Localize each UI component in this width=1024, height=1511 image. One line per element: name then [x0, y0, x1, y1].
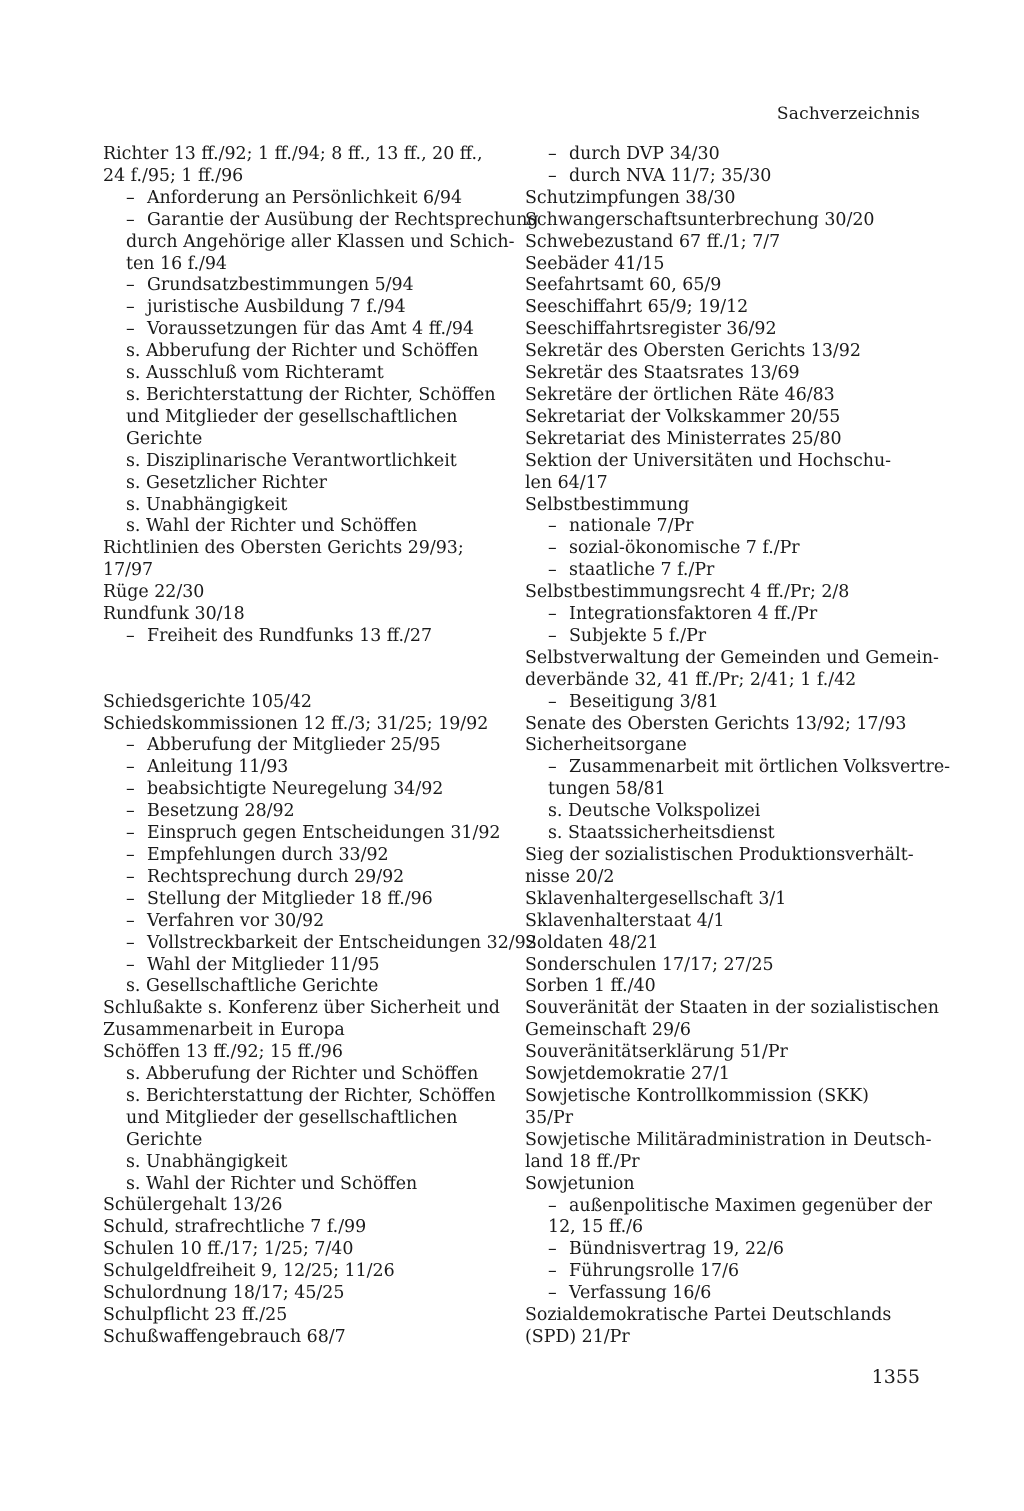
entry-line: Schöffen 13 ff./92; 15 ff./96 — [103, 1042, 343, 1063]
index-crossref — [103, 1174, 503, 1196]
index-subentry — [103, 297, 503, 319]
index-entry — [103, 144, 503, 188]
entry-line: ten 16 f./94 — [126, 253, 227, 274]
dash-marker: – — [548, 625, 557, 646]
entry-line: Schutzimpfungen 38/30 — [525, 187, 736, 208]
entry-line: Schulgeldfreiheit 9, 12/25; 11/26 — [103, 1261, 395, 1282]
index-crossref — [525, 801, 925, 823]
entry-line: Sklavenhalterstaat 4/1 — [525, 910, 725, 931]
entry-line-wrap — [548, 538, 925, 560]
entry-line: deverbände 32, 41 ff./Pr; 2/41; 1 f./42 — [525, 669, 857, 690]
dash-marker: – — [126, 801, 135, 822]
index-entry — [525, 955, 925, 977]
entry-line: Seeschiffahrtsregister 36/92 — [525, 319, 777, 340]
dash-marker: – — [126, 954, 135, 975]
entry-line: 12, 15 ff./6 — [548, 1217, 644, 1238]
entry-line: Gerichte — [126, 1129, 203, 1150]
entry-text: Zusammenarbeit mit örtlichen Volksvertre- — [569, 757, 951, 778]
index-crossref — [103, 363, 503, 385]
index-column-left — [103, 144, 539, 1349]
entry-text: Anforderung an Persönlichkeit 6/94 — [147, 187, 463, 208]
entry-line: s. Berichterstattung der Richter, Schöffen — [126, 1085, 496, 1106]
index-entry — [103, 1261, 503, 1283]
entry-line: Sowjetische Kontrollkommission (SKK) — [525, 1085, 869, 1106]
index-entry — [525, 933, 925, 955]
entry-line-wrap — [126, 866, 503, 889]
index-subentry — [103, 735, 503, 757]
index-subentry — [525, 166, 925, 188]
index-entry — [525, 582, 925, 604]
entry-line: Selbstverwaltung der Gemeinden und Gemein- — [525, 647, 939, 668]
entry-text: Vollstreckbarkeit der Entscheidungen 32/92 — [147, 932, 537, 953]
entry-line: Zusammenarbeit in Europa — [103, 1020, 345, 1041]
index-subentry — [103, 889, 503, 911]
entry-line: Sicherheitsorgane — [525, 735, 687, 756]
index-subentry — [525, 538, 925, 560]
index-entry — [525, 911, 925, 933]
entry-line-wrap — [548, 691, 925, 714]
entry-line: Sekretariat der Volkskammer 20/55 — [525, 406, 841, 427]
index-subentry — [525, 1261, 925, 1283]
index-entry — [103, 1283, 503, 1305]
index-entry — [525, 429, 925, 451]
index-entry — [525, 735, 925, 757]
entry-line-wrap — [548, 625, 925, 648]
entry-line: 17/97 — [103, 560, 154, 581]
entry-text: staatliche 7 f./Pr — [569, 560, 715, 581]
entry-text: Einspruch gegen Entscheidungen 31/92 — [147, 823, 501, 844]
entry-line: Richtlinien des Obersten Gerichts 29/93; — [103, 538, 464, 559]
entry-line: Sekretariat des Ministerrates 25/80 — [525, 428, 842, 449]
dash-marker: – — [126, 866, 135, 887]
entry-line: Senate des Obersten Gerichts 13/92; 17/93 — [525, 713, 907, 734]
dash-marker: – — [548, 538, 557, 559]
entry-line: Selbstbestimmungsrecht 4 ff./Pr; 2/8 — [525, 582, 850, 603]
index-subentry — [103, 932, 537, 955]
entry-line-wrap — [126, 735, 503, 757]
entry-line: Soldaten 48/21 — [525, 932, 659, 953]
entry-line: s. Ausschluß vom Richteramt — [126, 363, 384, 384]
index-subentry — [103, 319, 503, 341]
index-entry — [525, 1305, 925, 1349]
index-subentry — [525, 626, 925, 648]
entry-line-wrap — [548, 516, 925, 538]
index-crossref — [103, 451, 503, 473]
index-entry — [525, 210, 925, 232]
index-subentry — [525, 1283, 925, 1305]
entry-line: s. Unabhängigkeit — [126, 1151, 288, 1172]
entry-line: Rüge 22/30 — [103, 582, 205, 603]
index-crossref — [103, 1152, 503, 1174]
entry-line-wrap — [126, 888, 503, 911]
entry-line: Sowjetische Militäradministration in Deutsch- — [525, 1129, 932, 1150]
entry-line-wrap — [126, 844, 503, 867]
dash-marker: – — [126, 888, 135, 909]
index-entry — [103, 538, 503, 582]
index-subentry — [103, 845, 503, 867]
index-subentry — [103, 275, 503, 297]
entry-line: Schwebezustand 67 ff./1; 7/7 — [525, 231, 781, 252]
entry-line-wrap — [126, 757, 503, 779]
entry-line-wrap — [126, 954, 503, 977]
entry-line: Schülergehalt 13/26 — [103, 1195, 283, 1216]
entry-line-wrap — [126, 823, 503, 845]
index-entry — [103, 604, 503, 626]
index-entry — [525, 451, 925, 495]
entry-text: durch DVP 34/30 — [569, 144, 720, 164]
index-entry — [103, 1327, 503, 1349]
dash-marker: – — [548, 1195, 557, 1216]
entry-text: beabsichtigte Neuregelung 34/92 — [147, 779, 444, 800]
entry-line: Schulpflicht 23 ff./25 — [103, 1305, 288, 1326]
entry-line: s. Deutsche Volkspolizei — [548, 801, 761, 822]
dash-marker: – — [126, 823, 135, 844]
index-entry — [103, 998, 503, 1042]
index-entry — [525, 495, 925, 517]
entry-line: Sieg der sozialistischen Produktionsverhält- — [525, 845, 914, 865]
entry-line: Gemeinschaft 29/6 — [525, 1020, 691, 1041]
index-crossref — [103, 1086, 503, 1152]
entry-line: Sekretäre der örtlichen Räte 46/83 — [525, 384, 835, 405]
entry-line: Sklavenhaltergesellschaft 3/1 — [525, 888, 787, 909]
entry-line: nisse 20/2 — [525, 866, 615, 887]
index-entry — [525, 254, 925, 276]
entry-line-wrap — [126, 297, 503, 319]
index-entry — [525, 407, 925, 429]
index-subentry — [525, 1195, 932, 1240]
entry-line: tungen 58/81 — [548, 779, 666, 800]
entry-text: Grundsatzbestimmungen 5/94 — [147, 275, 414, 296]
index-subentry — [525, 692, 925, 714]
entry-line: Sowjetdemokratie 27/1 — [525, 1064, 730, 1085]
entry-line: Selbstbestimmung — [525, 494, 690, 515]
entry-line-wrap — [126, 932, 537, 955]
entry-text: Voraussetzungen für das Amt 4 ff./94 — [147, 319, 474, 340]
index-crossref — [103, 473, 503, 495]
entry-text: Garantie der Ausübung der Rechtsprechung — [147, 209, 539, 230]
index-entry — [525, 1064, 925, 1086]
entry-text: Rechtsprechung durch 29/92 — [147, 866, 405, 887]
dash-marker: – — [548, 757, 557, 778]
entry-line: len 64/17 — [525, 472, 608, 493]
index-entry — [103, 1195, 503, 1217]
entry-text: juristische Ausbildung 7 f./94 — [147, 297, 406, 318]
entry-line: s. Gesetzlicher Richter — [126, 472, 327, 493]
index-entry — [525, 1174, 925, 1196]
index-subentry — [525, 757, 951, 801]
entry-line: Sozialdemokratische Partei Deutschlands — [525, 1305, 892, 1326]
entry-line: s. Disziplinarische Verantwortlichkeit — [126, 450, 457, 471]
entry-line: s. Unabhängigkeit — [126, 494, 288, 515]
entry-line-wrap — [548, 1283, 925, 1305]
dash-marker: – — [548, 516, 557, 537]
index-entry — [525, 188, 925, 210]
index-entry — [525, 976, 925, 998]
entry-line-wrap — [126, 209, 539, 232]
index-entry — [525, 363, 925, 385]
index-entry — [525, 889, 925, 911]
entry-line: Schiedskommissionen 12 ff./3; 31/25; 19/92 — [103, 713, 489, 734]
entry-line: s. Berichterstattung der Richter, Schöffen — [126, 384, 496, 405]
index-entry — [103, 1239, 503, 1261]
entry-text: Verfassung 16/6 — [569, 1283, 712, 1304]
entry-line: Seebäder 41/15 — [525, 253, 665, 274]
entry-line-wrap — [548, 604, 925, 626]
index-crossref — [103, 1064, 503, 1086]
entry-line: Sekretär des Obersten Gerichts 13/92 — [525, 341, 861, 362]
index-entry — [525, 319, 925, 341]
index-subentry — [103, 626, 503, 648]
index-entry — [525, 1129, 932, 1174]
entry-line: Rundfunk 30/18 — [103, 604, 245, 625]
index-entry — [525, 232, 925, 254]
entry-line-wrap — [548, 1261, 925, 1283]
index-entry — [525, 1086, 925, 1130]
index-column-right — [525, 144, 951, 1349]
dash-marker: – — [126, 187, 135, 208]
index-subentry — [525, 144, 925, 166]
entry-line: Schulordnung 18/17; 45/25 — [103, 1283, 345, 1304]
index-subentry — [525, 1239, 925, 1261]
dash-marker: – — [126, 625, 135, 646]
dash-marker: – — [126, 735, 135, 756]
index-subentry — [103, 188, 503, 210]
entry-line: Sorben 1 ff./40 — [525, 976, 656, 997]
entry-text: nationale 7/Pr — [569, 516, 694, 537]
index-subentry — [103, 209, 539, 276]
entry-line: Schulen 10 ff./17; 1/25; 7/40 — [103, 1239, 354, 1260]
entry-line: und Mitglieder der gesellschaftlichen — [126, 406, 458, 427]
running-header: Sachverzeichnis — [776, 104, 920, 124]
entry-line-wrap — [548, 1239, 925, 1261]
entry-text: Integrationsfaktoren 4 ff./Pr — [569, 604, 818, 625]
entry-line: Gerichte — [126, 428, 203, 449]
entry-line: Sektion der Universitäten und Hochschu- — [525, 450, 892, 471]
entry-line-wrap — [126, 625, 503, 648]
entry-line-wrap — [548, 144, 925, 166]
dash-marker: – — [126, 209, 135, 230]
entry-line-wrap — [548, 165, 925, 188]
dash-marker: – — [126, 297, 135, 318]
entry-line-wrap — [548, 560, 925, 582]
index-entry — [525, 341, 925, 363]
index-entry — [525, 385, 925, 407]
dash-marker: – — [548, 165, 557, 186]
entry-line: Sekretär des Staatsrates 13/69 — [525, 363, 800, 384]
dash-marker: – — [126, 275, 135, 296]
index-crossref — [103, 976, 503, 998]
dash-marker: – — [126, 932, 135, 953]
index-subentry — [103, 801, 503, 823]
entry-line: s. Abberufung der Richter und Schöffen — [126, 341, 479, 362]
entry-line-wrap — [126, 275, 503, 297]
entry-text: Führungsrolle 17/6 — [569, 1261, 740, 1282]
entry-line-wrap — [126, 319, 503, 341]
entry-line-wrap — [548, 1195, 932, 1218]
entry-line: s. Wahl der Richter und Schöffen — [126, 516, 418, 537]
index-crossref — [525, 823, 925, 845]
entry-line: s. Gesellschaftliche Gerichte — [126, 976, 379, 997]
entry-line: Schlußakte s. Konferenz über Sicherheit und — [103, 998, 500, 1019]
dash-marker: – — [548, 604, 557, 625]
entry-line: Seeschiffahrt 65/9; 19/12 — [525, 297, 749, 318]
index-crossref — [103, 385, 503, 451]
entry-text: Freiheit des Rundfunks 13 ff./27 — [147, 625, 433, 646]
entry-text: Wahl der Mitglieder 11/95 — [147, 954, 380, 975]
entry-text: Beseitigung 3/81 — [569, 691, 719, 712]
entry-line: 24 f./95; 1 ff./96 — [103, 165, 244, 186]
index-subentry — [103, 867, 503, 889]
entry-line: Schuld, strafrechtliche 7 f./99 — [103, 1217, 367, 1238]
index-subentry — [103, 911, 503, 933]
entry-text: durch NVA 11/7; 35/30 — [569, 165, 772, 186]
entry-line: Richter 13 ff./92; 1 ff./94; 8 ff., 13 ff., 20 ff., — [103, 144, 483, 164]
dash-marker: – — [548, 691, 557, 712]
dash-marker: – — [126, 779, 135, 800]
index-entry — [103, 692, 503, 714]
entry-text: Stellung der Mitglieder 18 ff./96 — [147, 888, 433, 909]
index-subentry — [525, 516, 925, 538]
entry-line-wrap — [548, 757, 951, 779]
dash-marker: – — [126, 844, 135, 865]
entry-line: 35/Pr — [525, 1107, 574, 1128]
index-subentry — [103, 779, 503, 801]
entry-text: Besetzung 28/92 — [147, 801, 295, 822]
index-entry — [525, 647, 939, 692]
entry-line: Seefahrtsamt 60, 65/9 — [525, 275, 722, 296]
dash-marker: – — [548, 144, 557, 164]
entry-line: und Mitglieder der gesellschaftlichen — [126, 1107, 458, 1128]
entry-text: Abberufung der Mitglieder 25/95 — [147, 735, 441, 756]
index-entry — [103, 1305, 503, 1327]
entry-line-wrap — [126, 779, 503, 801]
entry-line-wrap — [126, 187, 503, 210]
entry-line: Schwangerschaftsunterbrechung 30/20 — [525, 209, 875, 230]
index-entry — [525, 297, 925, 319]
entry-line: Sowjetunion — [525, 1173, 635, 1194]
dash-marker: – — [126, 319, 135, 340]
index-entry — [525, 998, 939, 1042]
index-entry — [525, 845, 925, 889]
entry-line-wrap — [126, 910, 503, 933]
entry-line-wrap — [126, 801, 503, 823]
index-crossref — [103, 516, 503, 538]
entry-text: Subjekte 5 f./Pr — [569, 625, 707, 646]
dash-marker: – — [548, 560, 557, 581]
dash-marker: – — [126, 757, 135, 778]
index-crossref — [103, 495, 503, 517]
entry-line: Schiedsgerichte 105/42 — [103, 691, 312, 712]
entry-text: Empfehlungen durch 33/92 — [147, 844, 389, 865]
entry-line: Souveränität der Staaten in der sozialistischen — [525, 998, 939, 1019]
entry-text: sozial-ökonomische 7 f./Pr — [569, 538, 800, 559]
entry-line: Sonderschulen 17/17; 27/25 — [525, 954, 774, 975]
index-subentry — [103, 955, 503, 977]
dash-marker: – — [126, 910, 135, 931]
entry-line: land 18 ff./Pr — [525, 1151, 640, 1172]
entry-line: (SPD) 21/Pr — [525, 1326, 630, 1347]
entry-line: s. Wahl der Richter und Schöffen — [126, 1173, 418, 1194]
index-subentry — [103, 757, 503, 779]
entry-line: durch Angehörige aller Klassen und Schich- — [126, 231, 515, 252]
index-crossref — [103, 341, 503, 363]
index-entry — [103, 1217, 503, 1239]
dash-marker: – — [548, 1283, 557, 1304]
entry-line: Souveränitätserklärung 51/Pr — [525, 1042, 788, 1063]
dash-marker: – — [548, 1261, 557, 1282]
entry-line: Schußwaffengebrauch 68/7 — [103, 1326, 346, 1347]
index-entry — [525, 714, 925, 736]
entry-text: Bündnisvertrag 19, 22/6 — [569, 1239, 784, 1260]
index-entry — [525, 1042, 925, 1064]
index-entry — [103, 582, 503, 604]
entry-text: Verfahren vor 30/92 — [147, 910, 325, 931]
page-number: 1355 — [871, 1366, 920, 1388]
entry-text: Anleitung 11/93 — [147, 757, 289, 778]
entry-text: außenpolitische Maximen gegenüber der — [569, 1195, 932, 1216]
index-entry — [103, 714, 503, 736]
index-subentry — [525, 604, 925, 626]
entry-line: s. Staatssicherheitsdienst — [548, 823, 775, 844]
dash-marker: – — [548, 1239, 557, 1260]
index-entry — [525, 275, 925, 297]
index-entry — [103, 1042, 503, 1064]
index-subentry — [525, 560, 925, 582]
entry-line: s. Abberufung der Richter und Schöffen — [126, 1064, 479, 1085]
index-subentry — [103, 823, 503, 845]
